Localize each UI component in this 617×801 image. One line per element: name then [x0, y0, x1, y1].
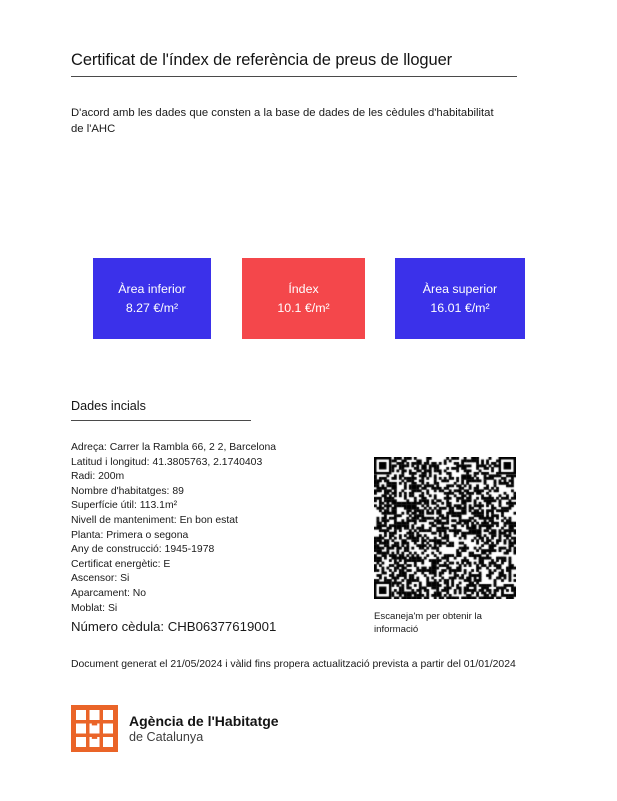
metric-card-area-inferior	[93, 258, 211, 339]
metric-card-index	[242, 258, 365, 339]
agencia-habitatge-logo-icon	[71, 705, 118, 752]
qr-code-container	[374, 457, 516, 599]
detail-superficie-util: Superfície útil: 113.1m²	[71, 500, 178, 512]
detail-numero-cedula: Número cèdula: CHB06377619001	[71, 619, 277, 635]
metric-label: Àrea superior	[422, 281, 498, 296]
section-heading-dades-incials: Dades incials	[71, 399, 146, 413]
initial-data-list	[71, 441, 356, 636]
qr-code-icon[interactable]	[374, 457, 516, 599]
intro-paragraph: D'acord amb les dades que consten a la base de dades de les cèdules d'habitabilitat de l'AHC	[71, 107, 494, 135]
detail-planta: Planta: Primera o segona	[71, 529, 189, 541]
logo-line-secondary: de Catalunya	[129, 729, 204, 744]
detail-ascensor: Ascensor: Si	[71, 573, 130, 585]
detail-any-construccio: Any de construcció: 1945-1978	[71, 544, 215, 556]
detail-latitud-longitud: Latitud i longitud: 41.3805763, 2.1740403	[71, 456, 263, 468]
metrics-row	[93, 258, 525, 339]
metric-value: 16.01 €/m²	[430, 300, 490, 315]
logo-text	[129, 714, 279, 744]
title-divider	[71, 76, 517, 77]
metric-value: 8.27 €/m²	[125, 300, 179, 315]
section-divider	[71, 420, 251, 421]
detail-radi: Radi: 200m	[71, 471, 125, 483]
logo-line-primary: Agència de l'Habitatge	[129, 712, 279, 729]
metric-card-area-superior	[395, 258, 525, 339]
detail-nivell-manteniment: Nivell de manteniment: En bon estat	[71, 514, 238, 526]
page-title: Certificat de l'índex de referència de preus de lloguer	[71, 51, 453, 69]
qr-caption: Escaneja'm per obtenir la informació	[374, 611, 482, 635]
metric-label: Índex	[288, 281, 319, 296]
detail-aparcament: Aparcament: No	[71, 587, 147, 599]
detail-nombre-habitatges: Nombre d'habitatges: 89	[71, 485, 184, 497]
detail-adreca: Adreça: Carrer la Rambla 66, 2 2, Barcelona	[71, 442, 277, 453]
agency-logo	[71, 705, 279, 752]
metric-value: 10.1 €/m²	[277, 300, 330, 315]
detail-certificat-energetic: Certificat energètic: E	[71, 558, 171, 570]
metric-label: Àrea inferior	[118, 281, 186, 296]
footer-validity-note: Document generat el 21/05/2024 i vàlid fins propera actualització prevista a partir del 01/01/2024	[71, 659, 516, 670]
detail-moblat: Moblat: Si	[71, 602, 118, 614]
